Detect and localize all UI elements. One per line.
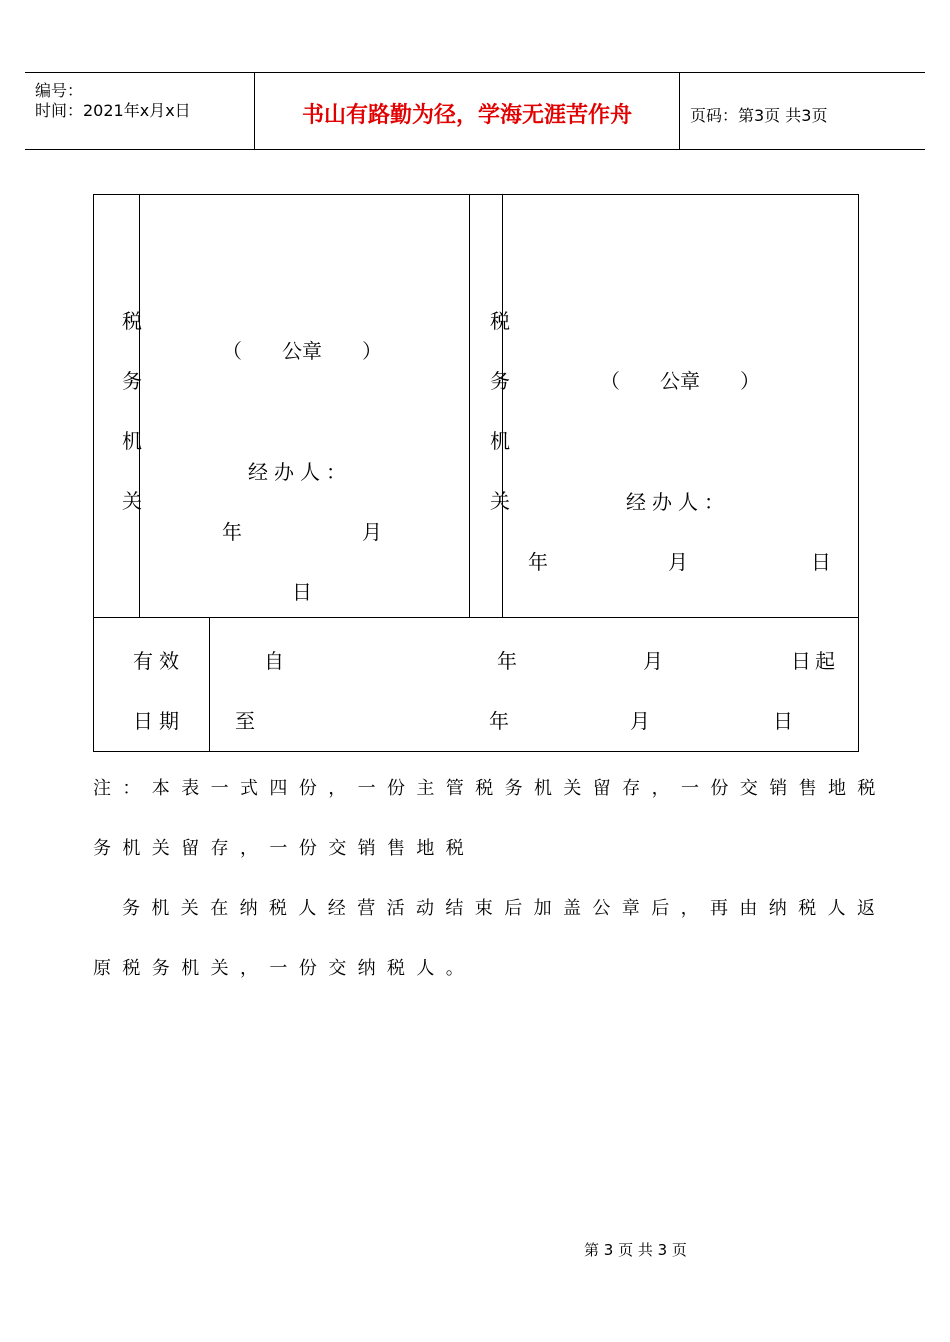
table-bottom-border <box>93 751 859 752</box>
right-month: 月 <box>668 550 688 574</box>
validity-from-year: 年 <box>497 649 517 673</box>
left-day: 日 <box>292 580 312 604</box>
left-handler: 经办人： <box>248 460 352 484</box>
table-top-border <box>93 194 859 195</box>
time-label: 时间：2021年x月x日 <box>35 101 191 120</box>
left-vertical-char: 机 <box>122 429 142 453</box>
left-seal: （ 公章 ） <box>222 339 382 363</box>
center-divider <box>469 194 470 618</box>
validity-from-day: 日起 <box>791 649 839 673</box>
validity-label-line1: 有效 <box>133 649 185 673</box>
header-top-rule <box>25 72 925 73</box>
right-handler: 经办人： <box>626 490 730 514</box>
header-divider-right <box>679 72 680 150</box>
table-left-border <box>93 194 94 752</box>
validity-to-day: 日 <box>773 709 793 733</box>
validity-to-month: 月 <box>630 709 650 733</box>
validity-label-divider <box>209 617 210 752</box>
note-line-3: 务机关在纳税人经营活动结束后加盖公章后，再由纳税人返 <box>122 898 887 919</box>
validity-to: 至 <box>235 709 255 733</box>
motto: 书山有路勤为径，学海无涯苦作舟 <box>301 103 632 128</box>
right-vertical-char: 务 <box>490 369 510 393</box>
validity-from-month: 月 <box>643 649 663 673</box>
right-vertical-char: 税 <box>490 309 510 333</box>
right-year: 年 <box>528 550 548 574</box>
serial-label: 编号： <box>35 81 84 100</box>
left-month: 月 <box>362 520 382 544</box>
validity-from: 自 <box>264 649 284 673</box>
left-vertical-char: 务 <box>122 369 142 393</box>
table-right-border <box>858 194 859 752</box>
right-col-divider <box>502 194 503 618</box>
left-year: 年 <box>222 520 242 544</box>
note-line-1: 注：本表一式四份，一份主管税务机关留存，一份交销售地税 <box>93 778 887 799</box>
left-col-divider <box>139 194 140 618</box>
page-info: 页码：第3页 共3页 <box>690 106 828 125</box>
validity-label-line2: 日期 <box>133 709 185 733</box>
left-vertical-char: 关 <box>122 489 142 513</box>
right-day: 日 <box>811 550 831 574</box>
right-vertical-char: 机 <box>490 429 510 453</box>
footer-page-number: 第 3 页 共 3 页 <box>584 1241 687 1259</box>
note-line-2: 务机关留存，一份交销售地税 <box>93 838 476 859</box>
right-vertical-char: 关 <box>490 489 510 513</box>
validity-to-year: 年 <box>489 709 509 733</box>
note-line-4: 原税务机关，一份交纳税人。 <box>93 958 476 979</box>
right-seal: （ 公章 ） <box>600 369 760 393</box>
left-vertical-char: 税 <box>122 309 142 333</box>
row-divider <box>93 617 859 618</box>
header-bottom-rule <box>25 149 925 150</box>
